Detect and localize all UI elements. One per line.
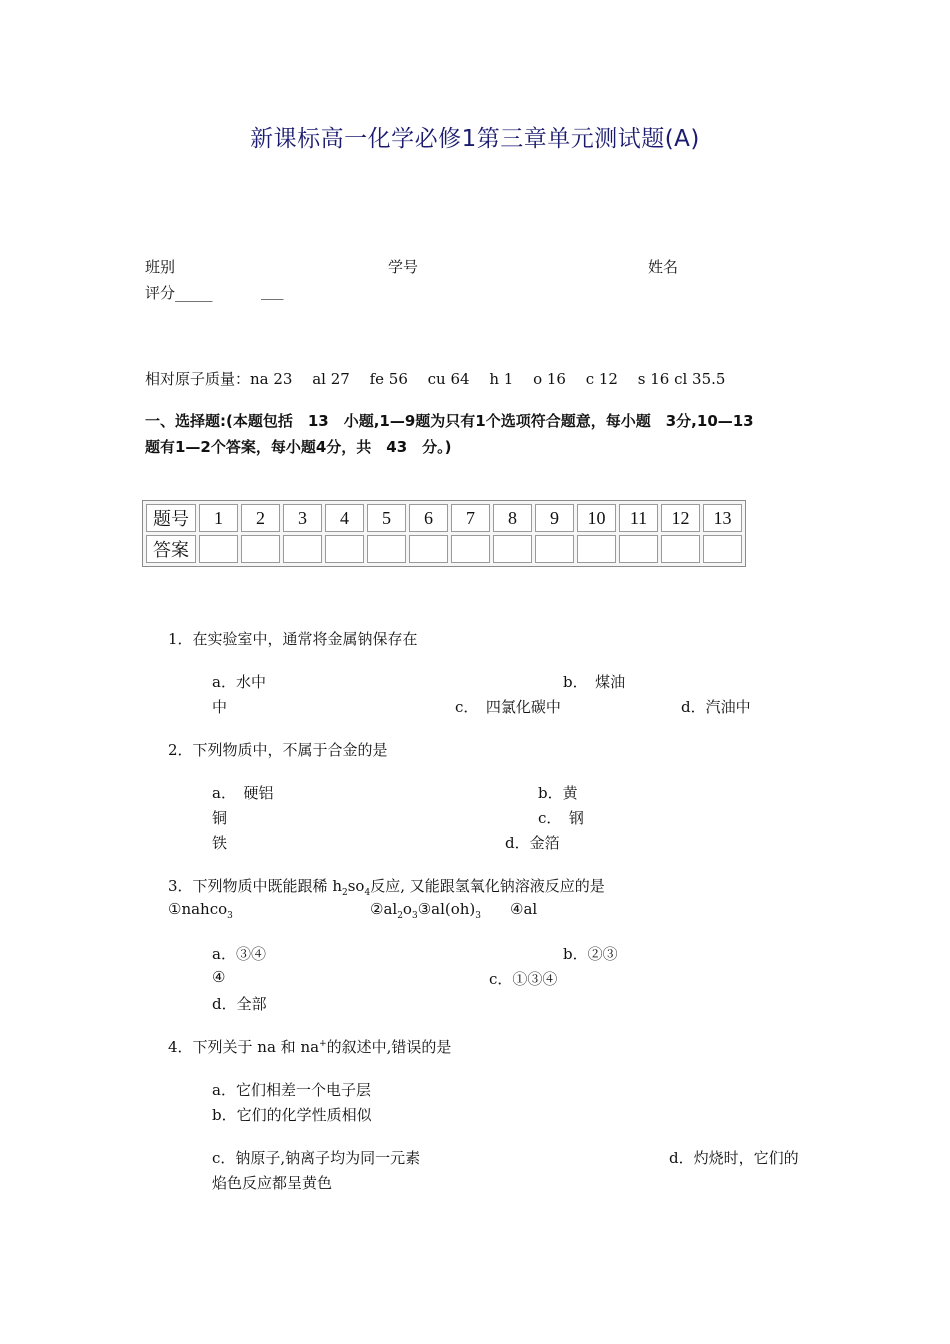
- question-2-option-b-continued: 铜: [212, 809, 228, 827]
- question-4-option-a: a．它们相差一个电子层: [212, 1081, 371, 1099]
- table-cell-number: 12: [661, 504, 700, 532]
- answer-cell[interactable]: [493, 535, 532, 563]
- question-3-option-b: b．②③: [563, 945, 618, 963]
- score-blank: ___: [261, 282, 284, 300]
- table-cell-number: 2: [241, 504, 280, 532]
- question-1-option-a: a．水中: [212, 673, 266, 691]
- table-cell-number: 1: [199, 504, 238, 532]
- section-heading-line1: 一、选择题:(本题包括 13 小题,1—9题为只有1个选项符合题意，每小题 3分,10—13: [145, 412, 754, 430]
- answer-cell[interactable]: [325, 535, 364, 563]
- table-cell-number: 4: [325, 504, 364, 532]
- class-label: 班别: [145, 258, 176, 276]
- question-2-option-a: a． 硬铝: [212, 784, 274, 802]
- question-1-option-b: b． 煤油: [563, 673, 626, 691]
- answer-cell[interactable]: [283, 535, 322, 563]
- answer-table: [142, 500, 746, 567]
- answer-cell[interactable]: [241, 535, 280, 563]
- answer-cell[interactable]: [661, 535, 700, 563]
- question-1-option-a-continued: 中: [212, 698, 228, 716]
- question-3-option-c: c．①③④: [489, 970, 558, 988]
- question-3-stem: 3．下列物质中既能跟稀 $h_2so_4$反应, 又能跟氢氧化钠溶液反应的是: [168, 877, 605, 898]
- student-name-label: 姓名: [648, 258, 679, 276]
- question-1-option-d: d．汽油中: [681, 698, 751, 716]
- table-cell-number: 8: [493, 504, 532, 532]
- page-title: 新课标高一化学必修1第三章单元测试题(A): [250, 126, 700, 152]
- score-label: 评分_____: [145, 284, 213, 302]
- answer-cell[interactable]: [409, 535, 448, 563]
- question-1-stem: 1．在实验室中，通常将金属钠保存在: [168, 630, 418, 648]
- table-cell-number: 6: [409, 504, 448, 532]
- table-row-answers: [146, 535, 742, 563]
- student-number-label: 学号: [388, 258, 419, 276]
- question-4-option-b: b．它们的化学性质相似: [212, 1106, 372, 1124]
- table-cell-number: 5: [367, 504, 406, 532]
- table-header-number: 题号: [146, 504, 196, 532]
- answer-cell[interactable]: [535, 535, 574, 563]
- question-3-items-2-3: $②al_2o_3③al(oh)_3$: [370, 900, 482, 921]
- section-heading-line2: 题有1—2个答案，每小题4分，共 43 分。): [145, 438, 452, 456]
- answer-cell[interactable]: [703, 535, 742, 563]
- table-row-numbers: [146, 504, 742, 532]
- question-2-option-c: c． 钢: [538, 809, 584, 827]
- question-4-option-c: c．钠原子,钠离子均为同一元素: [212, 1149, 421, 1167]
- question-1-option-c: c． 四氯化碳中: [455, 698, 561, 716]
- question-4-option-d: d．灼烧时，它们的: [669, 1149, 799, 1167]
- question-2-option-d: d．金箔: [505, 834, 560, 852]
- question-4-stem: 4．下列关于 na 和 na+的叙述中,错误的是: [168, 1038, 452, 1056]
- answer-cell[interactable]: [619, 535, 658, 563]
- table-cell-number: 9: [535, 504, 574, 532]
- question-2-stem: 2．下列物质中，不属于合金的是: [168, 741, 388, 759]
- table-cell-number: 13: [703, 504, 742, 532]
- question-2-option-c-continued: 铁: [212, 834, 228, 852]
- atomic-masses: 相对原子质量：na 23 al 27 fe 56 cu 64 h 1 o 16 c 12 s 16 cl 35.5: [145, 370, 726, 388]
- question-4-option-d-continued: 焰色反应都呈黄色: [212, 1174, 333, 1192]
- question-2-option-b: b．黄: [538, 784, 578, 802]
- answer-cell[interactable]: [199, 535, 238, 563]
- answer-cell[interactable]: [451, 535, 490, 563]
- question-3-option-b-continued: ④: [212, 968, 226, 986]
- table-cell-number: 7: [451, 504, 490, 532]
- answer-cell[interactable]: [367, 535, 406, 563]
- answer-cell[interactable]: [577, 535, 616, 563]
- table-cell-number: 3: [283, 504, 322, 532]
- question-3-item-1: ①nahco$_3$: [168, 900, 233, 921]
- question-3-option-a: a．③④: [212, 945, 266, 963]
- question-3-option-d: d．全部: [212, 995, 267, 1013]
- table-cell-number: 11: [619, 504, 658, 532]
- table-cell-number: 10: [577, 504, 616, 532]
- question-3-item-4: ④al: [510, 900, 538, 918]
- table-header-answer: 答案: [146, 535, 196, 563]
